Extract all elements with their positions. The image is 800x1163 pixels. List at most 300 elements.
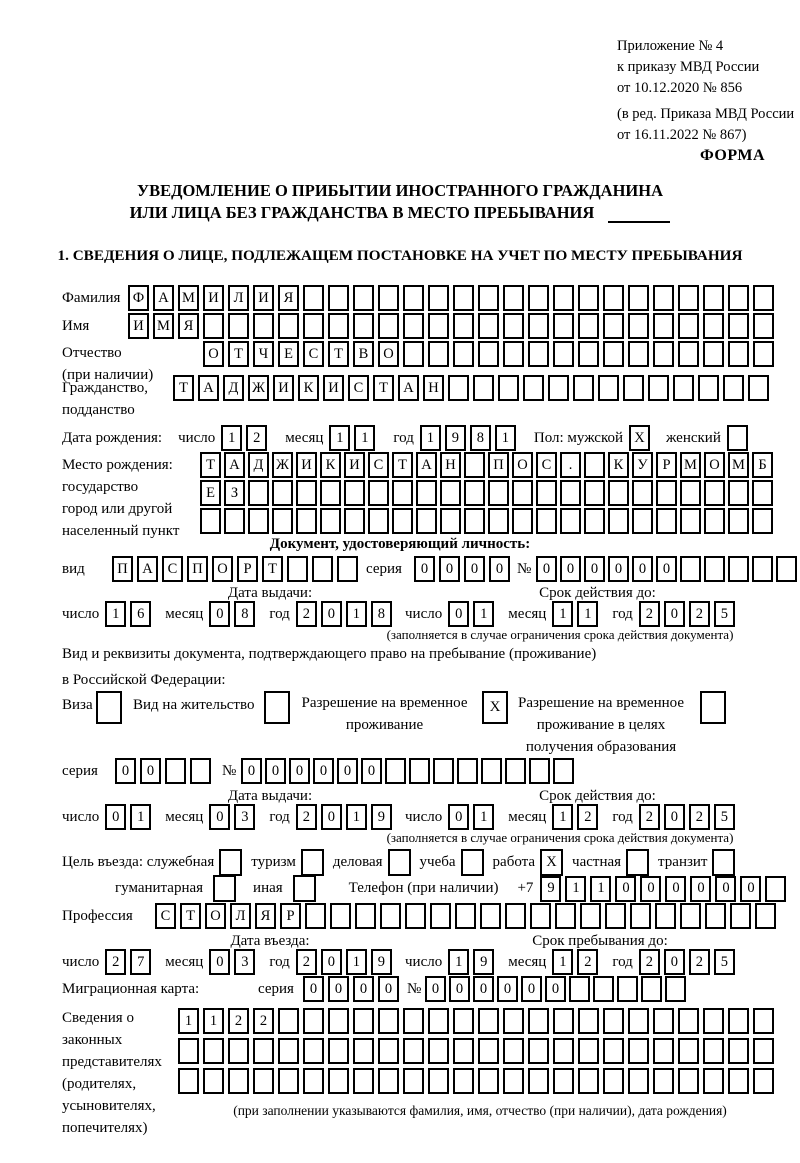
char-cell[interactable] bbox=[753, 341, 774, 367]
char-cell[interactable] bbox=[776, 556, 797, 582]
official-checkbox[interactable] bbox=[219, 849, 242, 876]
char-cell[interactable]: 1 bbox=[552, 949, 573, 975]
char-cell[interactable] bbox=[272, 508, 293, 534]
char-cell[interactable] bbox=[303, 285, 324, 311]
char-cell[interactable]: У bbox=[632, 452, 653, 478]
char-cell[interactable] bbox=[200, 508, 221, 534]
char-cell[interactable] bbox=[536, 508, 557, 534]
char-cell[interactable] bbox=[478, 1008, 499, 1034]
char-cell[interactable] bbox=[428, 1008, 449, 1034]
char-cell[interactable]: 1 bbox=[577, 601, 598, 627]
char-cell[interactable]: 0 bbox=[740, 876, 761, 902]
char-cell[interactable] bbox=[623, 375, 644, 401]
char-cell[interactable]: 3 bbox=[234, 949, 255, 975]
male-checkbox[interactable]: X bbox=[629, 425, 650, 451]
char-cell[interactable] bbox=[553, 341, 574, 367]
char-cell[interactable] bbox=[704, 508, 725, 534]
char-cell[interactable]: Т bbox=[200, 452, 221, 478]
char-cell[interactable] bbox=[480, 903, 501, 929]
char-cell[interactable] bbox=[303, 1038, 324, 1064]
char-cell[interactable]: Н bbox=[423, 375, 444, 401]
char-cell[interactable]: 0 bbox=[464, 556, 485, 582]
char-cell[interactable] bbox=[228, 1068, 249, 1094]
char-cell[interactable] bbox=[728, 1008, 749, 1034]
char-cell[interactable] bbox=[428, 1068, 449, 1094]
char-cell[interactable]: 0 bbox=[353, 976, 374, 1002]
char-cell[interactable] bbox=[632, 480, 653, 506]
char-cell[interactable]: 1 bbox=[346, 804, 367, 830]
char-cell[interactable]: 0 bbox=[140, 758, 161, 784]
char-cell[interactable]: К bbox=[608, 452, 629, 478]
private-checkbox[interactable] bbox=[626, 849, 649, 876]
char-cell[interactable] bbox=[253, 1068, 274, 1094]
business-checkbox[interactable] bbox=[388, 849, 411, 876]
char-cell[interactable] bbox=[573, 375, 594, 401]
char-cell[interactable]: 2 bbox=[639, 804, 660, 830]
char-cell[interactable] bbox=[328, 1008, 349, 1034]
char-cell[interactable] bbox=[678, 1038, 699, 1064]
char-cell[interactable]: 0 bbox=[560, 556, 581, 582]
char-cell[interactable] bbox=[296, 508, 317, 534]
char-cell[interactable] bbox=[378, 1008, 399, 1034]
char-cell[interactable]: 0 bbox=[425, 976, 446, 1002]
char-cell[interactable]: 5 bbox=[714, 949, 735, 975]
char-cell[interactable] bbox=[503, 1008, 524, 1034]
char-cell[interactable]: 2 bbox=[246, 425, 267, 451]
char-cell[interactable]: 1 bbox=[346, 601, 367, 627]
char-cell[interactable] bbox=[584, 452, 605, 478]
char-cell[interactable]: Я bbox=[255, 903, 276, 929]
char-cell[interactable] bbox=[656, 508, 677, 534]
char-cell[interactable]: Т bbox=[373, 375, 394, 401]
char-cell[interactable] bbox=[287, 556, 308, 582]
char-cell[interactable] bbox=[529, 758, 550, 784]
char-cell[interactable] bbox=[403, 1008, 424, 1034]
char-cell[interactable]: 2 bbox=[296, 804, 317, 830]
char-cell[interactable] bbox=[488, 480, 509, 506]
char-cell[interactable] bbox=[328, 1068, 349, 1094]
char-cell[interactable] bbox=[728, 508, 749, 534]
char-cell[interactable]: 0 bbox=[632, 556, 653, 582]
char-cell[interactable] bbox=[578, 1038, 599, 1064]
char-cell[interactable] bbox=[253, 1038, 274, 1064]
char-cell[interactable]: О bbox=[205, 903, 226, 929]
char-cell[interactable] bbox=[488, 508, 509, 534]
char-cell[interactable]: Я bbox=[278, 285, 299, 311]
char-cell[interactable]: 0 bbox=[473, 976, 494, 1002]
char-cell[interactable]: 1 bbox=[590, 876, 611, 902]
char-cell[interactable]: С bbox=[162, 556, 183, 582]
char-cell[interactable] bbox=[569, 976, 590, 1002]
char-cell[interactable]: 9 bbox=[371, 949, 392, 975]
char-cell[interactable] bbox=[641, 976, 662, 1002]
char-cell[interactable] bbox=[705, 903, 726, 929]
char-cell[interactable]: Р bbox=[656, 452, 677, 478]
char-cell[interactable]: 1 bbox=[105, 601, 126, 627]
char-cell[interactable] bbox=[628, 1068, 649, 1094]
char-cell[interactable] bbox=[728, 1038, 749, 1064]
char-cell[interactable] bbox=[528, 1038, 549, 1064]
char-cell[interactable] bbox=[680, 556, 701, 582]
char-cell[interactable] bbox=[578, 313, 599, 339]
char-cell[interactable] bbox=[409, 758, 430, 784]
char-cell[interactable]: 0 bbox=[265, 758, 286, 784]
char-cell[interactable] bbox=[440, 480, 461, 506]
char-cell[interactable] bbox=[453, 1068, 474, 1094]
char-cell[interactable] bbox=[578, 1068, 599, 1094]
char-cell[interactable]: 0 bbox=[615, 876, 636, 902]
char-cell[interactable] bbox=[403, 341, 424, 367]
char-cell[interactable]: О bbox=[212, 556, 233, 582]
char-cell[interactable]: 9 bbox=[445, 425, 466, 451]
char-cell[interactable]: 1 bbox=[130, 804, 151, 830]
char-cell[interactable]: 0 bbox=[303, 976, 324, 1002]
char-cell[interactable]: 1 bbox=[221, 425, 242, 451]
char-cell[interactable]: Р bbox=[237, 556, 258, 582]
char-cell[interactable] bbox=[673, 375, 694, 401]
char-cell[interactable]: В bbox=[353, 341, 374, 367]
other-purpose-checkbox[interactable] bbox=[293, 875, 316, 902]
char-cell[interactable]: 0 bbox=[690, 876, 711, 902]
char-cell[interactable] bbox=[528, 313, 549, 339]
char-cell[interactable]: 1 bbox=[473, 804, 494, 830]
char-cell[interactable] bbox=[678, 1068, 699, 1094]
char-cell[interactable]: И bbox=[273, 375, 294, 401]
char-cell[interactable]: 2 bbox=[253, 1008, 274, 1034]
char-cell[interactable] bbox=[553, 313, 574, 339]
char-cell[interactable] bbox=[653, 1008, 674, 1034]
char-cell[interactable] bbox=[678, 1008, 699, 1034]
char-cell[interactable]: 0 bbox=[241, 758, 262, 784]
char-cell[interactable] bbox=[453, 1038, 474, 1064]
transit-checkbox[interactable] bbox=[712, 849, 735, 876]
edu-residence-checkbox[interactable] bbox=[700, 691, 726, 724]
char-cell[interactable]: 0 bbox=[664, 804, 685, 830]
char-cell[interactable] bbox=[503, 341, 524, 367]
char-cell[interactable]: 0 bbox=[209, 804, 230, 830]
char-cell[interactable]: 9 bbox=[540, 876, 561, 902]
char-cell[interactable] bbox=[730, 903, 751, 929]
char-cell[interactable]: М bbox=[153, 313, 174, 339]
char-cell[interactable] bbox=[728, 313, 749, 339]
char-cell[interactable]: 6 bbox=[130, 601, 151, 627]
char-cell[interactable] bbox=[752, 480, 773, 506]
char-cell[interactable] bbox=[553, 1038, 574, 1064]
char-cell[interactable]: 0 bbox=[361, 758, 382, 784]
char-cell[interactable] bbox=[344, 508, 365, 534]
char-cell[interactable]: Ж bbox=[272, 452, 293, 478]
char-cell[interactable] bbox=[765, 876, 786, 902]
char-cell[interactable] bbox=[753, 1008, 774, 1034]
char-cell[interactable] bbox=[353, 1068, 374, 1094]
char-cell[interactable] bbox=[528, 1008, 549, 1034]
char-cell[interactable] bbox=[680, 480, 701, 506]
char-cell[interactable] bbox=[178, 1038, 199, 1064]
char-cell[interactable] bbox=[555, 903, 576, 929]
char-cell[interactable]: 1 bbox=[203, 1008, 224, 1034]
char-cell[interactable] bbox=[703, 341, 724, 367]
char-cell[interactable]: Р bbox=[280, 903, 301, 929]
char-cell[interactable] bbox=[752, 556, 773, 582]
char-cell[interactable]: Ч bbox=[253, 341, 274, 367]
char-cell[interactable]: 0 bbox=[489, 556, 510, 582]
char-cell[interactable] bbox=[405, 903, 426, 929]
char-cell[interactable] bbox=[392, 480, 413, 506]
char-cell[interactable]: 0 bbox=[665, 876, 686, 902]
char-cell[interactable] bbox=[403, 1038, 424, 1064]
char-cell[interactable] bbox=[330, 903, 351, 929]
char-cell[interactable] bbox=[553, 1068, 574, 1094]
char-cell[interactable]: 0 bbox=[664, 949, 685, 975]
char-cell[interactable]: О bbox=[378, 341, 399, 367]
char-cell[interactable]: А bbox=[398, 375, 419, 401]
char-cell[interactable]: И bbox=[253, 285, 274, 311]
char-cell[interactable] bbox=[553, 285, 574, 311]
char-cell[interactable] bbox=[378, 313, 399, 339]
char-cell[interactable]: 9 bbox=[473, 949, 494, 975]
char-cell[interactable] bbox=[728, 480, 749, 506]
char-cell[interactable]: С bbox=[368, 452, 389, 478]
char-cell[interactable]: 5 bbox=[714, 601, 735, 627]
char-cell[interactable] bbox=[605, 903, 626, 929]
char-cell[interactable] bbox=[528, 1068, 549, 1094]
char-cell[interactable] bbox=[608, 480, 629, 506]
char-cell[interactable] bbox=[378, 285, 399, 311]
char-cell[interactable]: 2 bbox=[689, 804, 710, 830]
char-cell[interactable] bbox=[248, 480, 269, 506]
char-cell[interactable]: 0 bbox=[448, 601, 469, 627]
char-cell[interactable] bbox=[498, 375, 519, 401]
char-cell[interactable] bbox=[628, 285, 649, 311]
char-cell[interactable]: 1 bbox=[420, 425, 441, 451]
char-cell[interactable]: Д bbox=[248, 452, 269, 478]
char-cell[interactable] bbox=[704, 480, 725, 506]
char-cell[interactable] bbox=[628, 341, 649, 367]
char-cell[interactable] bbox=[608, 508, 629, 534]
char-cell[interactable] bbox=[728, 1068, 749, 1094]
char-cell[interactable]: С bbox=[303, 341, 324, 367]
char-cell[interactable] bbox=[478, 313, 499, 339]
char-cell[interactable] bbox=[560, 480, 581, 506]
char-cell[interactable]: С bbox=[536, 452, 557, 478]
char-cell[interactable]: П bbox=[112, 556, 133, 582]
char-cell[interactable] bbox=[536, 480, 557, 506]
char-cell[interactable] bbox=[457, 758, 478, 784]
char-cell[interactable]: 2 bbox=[577, 949, 598, 975]
char-cell[interactable]: Я bbox=[178, 313, 199, 339]
char-cell[interactable] bbox=[253, 313, 274, 339]
char-cell[interactable] bbox=[368, 508, 389, 534]
char-cell[interactable]: И bbox=[323, 375, 344, 401]
char-cell[interactable] bbox=[512, 508, 533, 534]
char-cell[interactable] bbox=[428, 285, 449, 311]
char-cell[interactable]: 2 bbox=[296, 601, 317, 627]
char-cell[interactable]: 0 bbox=[584, 556, 605, 582]
char-cell[interactable] bbox=[403, 1068, 424, 1094]
char-cell[interactable]: 8 bbox=[371, 601, 392, 627]
char-cell[interactable] bbox=[224, 508, 245, 534]
char-cell[interactable] bbox=[603, 1068, 624, 1094]
char-cell[interactable]: 0 bbox=[209, 949, 230, 975]
char-cell[interactable] bbox=[678, 285, 699, 311]
char-cell[interactable]: Ф bbox=[128, 285, 149, 311]
char-cell[interactable]: Д bbox=[223, 375, 244, 401]
char-cell[interactable] bbox=[748, 375, 769, 401]
char-cell[interactable]: 1 bbox=[473, 601, 494, 627]
female-checkbox[interactable] bbox=[727, 425, 748, 451]
char-cell[interactable]: И bbox=[203, 285, 224, 311]
char-cell[interactable]: 0 bbox=[105, 804, 126, 830]
char-cell[interactable] bbox=[378, 1038, 399, 1064]
char-cell[interactable] bbox=[355, 903, 376, 929]
char-cell[interactable] bbox=[548, 375, 569, 401]
char-cell[interactable]: 2 bbox=[639, 949, 660, 975]
char-cell[interactable] bbox=[512, 480, 533, 506]
char-cell[interactable] bbox=[478, 285, 499, 311]
char-cell[interactable]: Ж bbox=[248, 375, 269, 401]
char-cell[interactable] bbox=[481, 758, 502, 784]
char-cell[interactable] bbox=[385, 758, 406, 784]
char-cell[interactable] bbox=[560, 508, 581, 534]
char-cell[interactable]: 0 bbox=[664, 601, 685, 627]
char-cell[interactable] bbox=[278, 313, 299, 339]
char-cell[interactable] bbox=[678, 341, 699, 367]
char-cell[interactable] bbox=[337, 556, 358, 582]
char-cell[interactable] bbox=[478, 1068, 499, 1094]
char-cell[interactable]: 0 bbox=[521, 976, 542, 1002]
char-cell[interactable] bbox=[753, 313, 774, 339]
char-cell[interactable] bbox=[703, 1038, 724, 1064]
char-cell[interactable] bbox=[598, 375, 619, 401]
char-cell[interactable] bbox=[680, 508, 701, 534]
char-cell[interactable]: С bbox=[155, 903, 176, 929]
char-cell[interactable] bbox=[428, 313, 449, 339]
char-cell[interactable]: К bbox=[320, 452, 341, 478]
char-cell[interactable] bbox=[653, 313, 674, 339]
char-cell[interactable]: Т bbox=[180, 903, 201, 929]
char-cell[interactable] bbox=[503, 1038, 524, 1064]
char-cell[interactable]: Н bbox=[440, 452, 461, 478]
tourism-checkbox[interactable] bbox=[301, 849, 324, 876]
char-cell[interactable]: А bbox=[224, 452, 245, 478]
char-cell[interactable]: 3 bbox=[234, 804, 255, 830]
char-cell[interactable]: 0 bbox=[640, 876, 661, 902]
char-cell[interactable] bbox=[478, 1038, 499, 1064]
char-cell[interactable] bbox=[203, 313, 224, 339]
char-cell[interactable] bbox=[703, 1068, 724, 1094]
char-cell[interactable]: И bbox=[344, 452, 365, 478]
char-cell[interactable] bbox=[632, 508, 653, 534]
char-cell[interactable] bbox=[603, 313, 624, 339]
char-cell[interactable] bbox=[248, 508, 269, 534]
char-cell[interactable] bbox=[433, 758, 454, 784]
char-cell[interactable] bbox=[296, 480, 317, 506]
char-cell[interactable] bbox=[630, 903, 651, 929]
char-cell[interactable]: 2 bbox=[689, 601, 710, 627]
char-cell[interactable] bbox=[593, 976, 614, 1002]
char-cell[interactable] bbox=[353, 313, 374, 339]
char-cell[interactable] bbox=[653, 1068, 674, 1094]
char-cell[interactable]: 2 bbox=[689, 949, 710, 975]
char-cell[interactable] bbox=[278, 1038, 299, 1064]
char-cell[interactable] bbox=[523, 375, 544, 401]
char-cell[interactable]: М bbox=[178, 285, 199, 311]
char-cell[interactable]: Е bbox=[200, 480, 221, 506]
char-cell[interactable]: Т bbox=[228, 341, 249, 367]
char-cell[interactable] bbox=[603, 1008, 624, 1034]
char-cell[interactable] bbox=[580, 903, 601, 929]
char-cell[interactable] bbox=[505, 903, 526, 929]
char-cell[interactable] bbox=[723, 375, 744, 401]
char-cell[interactable]: 0 bbox=[449, 976, 470, 1002]
char-cell[interactable] bbox=[578, 285, 599, 311]
char-cell[interactable] bbox=[530, 903, 551, 929]
char-cell[interactable] bbox=[272, 480, 293, 506]
char-cell[interactable] bbox=[655, 903, 676, 929]
char-cell[interactable] bbox=[464, 452, 485, 478]
char-cell[interactable] bbox=[416, 508, 437, 534]
char-cell[interactable]: Т bbox=[262, 556, 283, 582]
char-cell[interactable] bbox=[665, 976, 686, 1002]
char-cell[interactable]: 0 bbox=[313, 758, 334, 784]
char-cell[interactable] bbox=[503, 285, 524, 311]
char-cell[interactable]: А bbox=[198, 375, 219, 401]
char-cell[interactable] bbox=[403, 285, 424, 311]
char-cell[interactable] bbox=[453, 1008, 474, 1034]
char-cell[interactable] bbox=[190, 758, 211, 784]
char-cell[interactable] bbox=[678, 313, 699, 339]
char-cell[interactable] bbox=[353, 1038, 374, 1064]
char-cell[interactable] bbox=[455, 903, 476, 929]
char-cell[interactable] bbox=[416, 480, 437, 506]
char-cell[interactable] bbox=[368, 480, 389, 506]
char-cell[interactable] bbox=[178, 1068, 199, 1094]
char-cell[interactable] bbox=[453, 313, 474, 339]
char-cell[interactable] bbox=[392, 508, 413, 534]
char-cell[interactable] bbox=[653, 1038, 674, 1064]
char-cell[interactable]: 0 bbox=[715, 876, 736, 902]
char-cell[interactable] bbox=[303, 313, 324, 339]
char-cell[interactable] bbox=[503, 313, 524, 339]
char-cell[interactable]: 0 bbox=[328, 976, 349, 1002]
char-cell[interactable] bbox=[578, 1008, 599, 1034]
char-cell[interactable]: 2 bbox=[296, 949, 317, 975]
char-cell[interactable] bbox=[440, 508, 461, 534]
char-cell[interactable] bbox=[680, 903, 701, 929]
char-cell[interactable]: 8 bbox=[470, 425, 491, 451]
char-cell[interactable] bbox=[328, 1038, 349, 1064]
char-cell[interactable] bbox=[464, 508, 485, 534]
char-cell[interactable] bbox=[278, 1068, 299, 1094]
char-cell[interactable] bbox=[703, 285, 724, 311]
char-cell[interactable] bbox=[328, 313, 349, 339]
char-cell[interactable] bbox=[228, 1038, 249, 1064]
char-cell[interactable]: 0 bbox=[337, 758, 358, 784]
char-cell[interactable] bbox=[728, 556, 749, 582]
char-cell[interactable] bbox=[478, 341, 499, 367]
char-cell[interactable] bbox=[303, 1008, 324, 1034]
char-cell[interactable]: И bbox=[296, 452, 317, 478]
char-cell[interactable]: 5 bbox=[714, 804, 735, 830]
char-cell[interactable]: 1 bbox=[329, 425, 350, 451]
char-cell[interactable] bbox=[753, 1068, 774, 1094]
char-cell[interactable]: 1 bbox=[565, 876, 586, 902]
char-cell[interactable] bbox=[228, 313, 249, 339]
char-cell[interactable] bbox=[453, 341, 474, 367]
char-cell[interactable]: 9 bbox=[371, 804, 392, 830]
humanitarian-checkbox[interactable] bbox=[213, 875, 236, 902]
temp-residence-checkbox[interactable]: X bbox=[482, 691, 508, 724]
